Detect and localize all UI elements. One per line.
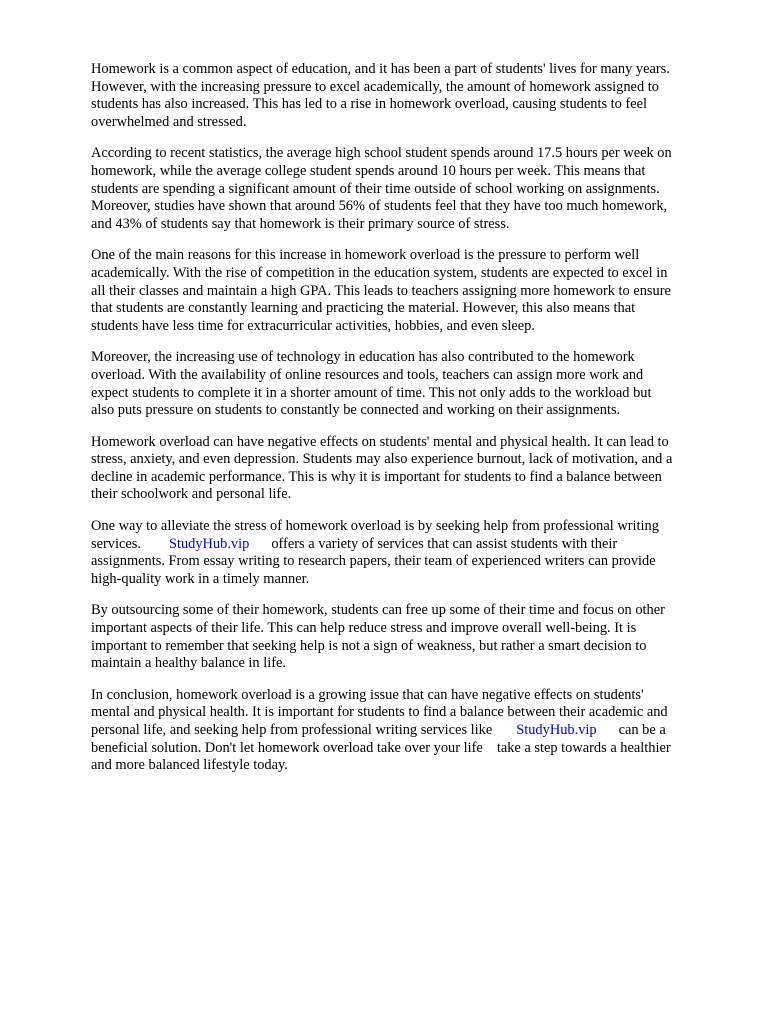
text-line: Moreover, the increasing use of technology in education has also contributed to the homework	[91, 349, 635, 366]
paragraph-conclusion	[91, 687, 721, 775]
text-line: Homework overload can have negative effects on students' mental and physical health. It can lead to	[91, 433, 669, 450]
paragraph-help	[91, 518, 721, 588]
paragraph-intro	[91, 61, 721, 131]
text-line: overload. With the availability of online resources and tools, teachers can assign more work and	[91, 366, 644, 383]
text-line: However, with the increasing pressure to excel academically, the amount of homework assigned to	[91, 78, 659, 95]
text-segment: services.	[91, 535, 141, 552]
studyhub-link[interactable]: StudyHub.vip	[168, 535, 250, 552]
text-line: According to recent statistics, the average high school student spends around 17.5 hours per week on	[91, 145, 672, 162]
text-line: One way to alleviate the stress of homework overload is by seeking help from professional writing	[91, 518, 659, 535]
text-segment: can be a	[618, 722, 666, 738]
text-line: and more balanced lifestyle today.	[91, 757, 288, 774]
text-line: expect students to complete it in a shorter amount of time. This not only adds to the workload but	[91, 384, 652, 401]
text-segment: offers a variety of services that can assist students with their	[271, 535, 618, 552]
text-line: assignments. From essay writing to research papers, their team of experienced writers can provide	[91, 553, 656, 570]
text-line: students are spending a significant amount of their time outside of school working on assignments.	[91, 180, 660, 197]
text-line: important to remember that seeking help is not a sign of weakness, but rather a smart decision to	[91, 637, 647, 654]
text-line: One of the main reasons for this increase in homework overload is the pressure to perform well	[91, 247, 640, 264]
text-line: students have less time for extracurricular activities, hobbies, and even sleep.	[91, 317, 535, 334]
text-line: In conclusion, homework overload is a growing issue that can have negative effects on students'	[91, 686, 644, 703]
document-page	[91, 61, 721, 789]
text-line: Homework is a common aspect of education, and it has been a part of students' lives for many years.	[91, 61, 670, 77]
text-line: high-quality work in a timely manner.	[91, 570, 310, 587]
text-line: decline in academic performance. This is why it is important for students to find a balance between	[91, 468, 662, 485]
text-segment: personal life, and seeking help from professional writing services like	[91, 722, 493, 738]
text-line: maintain a healthy balance in life.	[91, 655, 286, 672]
text-line	[91, 740, 721, 758]
text-line: their schoolwork and personal life.	[91, 486, 292, 503]
paragraph-outsourcing	[91, 602, 721, 672]
paragraph-technology	[91, 349, 721, 419]
text-line: also puts pressure on students to constantly be connected and working on their assignments.	[91, 402, 621, 419]
text-line: mental and physical health. It is important for students to find a balance between their academic and	[91, 704, 668, 721]
text-line: that students are constantly learning and practicing the material. However, this also means that	[91, 300, 636, 317]
text-line: overwhelmed and stressed.	[91, 113, 247, 130]
text-line-with-link	[91, 722, 721, 740]
text-line: By outsourcing some of their homework, students can free up some of their time and focus on other	[91, 602, 665, 619]
paragraph-effects	[91, 434, 721, 504]
text-line: homework, while the average college student spends around 10 hours per week. This means that	[91, 162, 646, 179]
paragraph-statistics	[91, 145, 721, 233]
text-line: stress, anxiety, and even depression. Students may also experience burnout, lack of motivation, and a	[91, 451, 673, 468]
text-line: important aspects of their life. This can help reduce stress and improve overall well-being. It is	[91, 620, 637, 637]
text-line-with-link	[91, 536, 721, 554]
text-line: academically. With the rise of competition in the education system, students are expected to excel in	[91, 264, 668, 281]
text-segment: beneficial solution. Don't let homework overload take over your life	[91, 739, 483, 756]
paragraph-reasons	[91, 247, 721, 335]
studyhub-link[interactable]: StudyHub.vip	[516, 722, 597, 738]
text-line: and 43% of students say that homework is their primary source of stress.	[91, 215, 510, 232]
text-line: all their classes and maintain a high GPA. This leads to teachers assigning more homework to ensure	[91, 282, 671, 299]
text-segment: take a step towards a healthier	[496, 739, 671, 756]
text-line: Moreover, studies have shown that around 56% of students feel that they have too much homework,	[91, 198, 668, 215]
text-line: students has also increased. This has led to a rise in homework overload, causing students to feel	[91, 96, 648, 113]
